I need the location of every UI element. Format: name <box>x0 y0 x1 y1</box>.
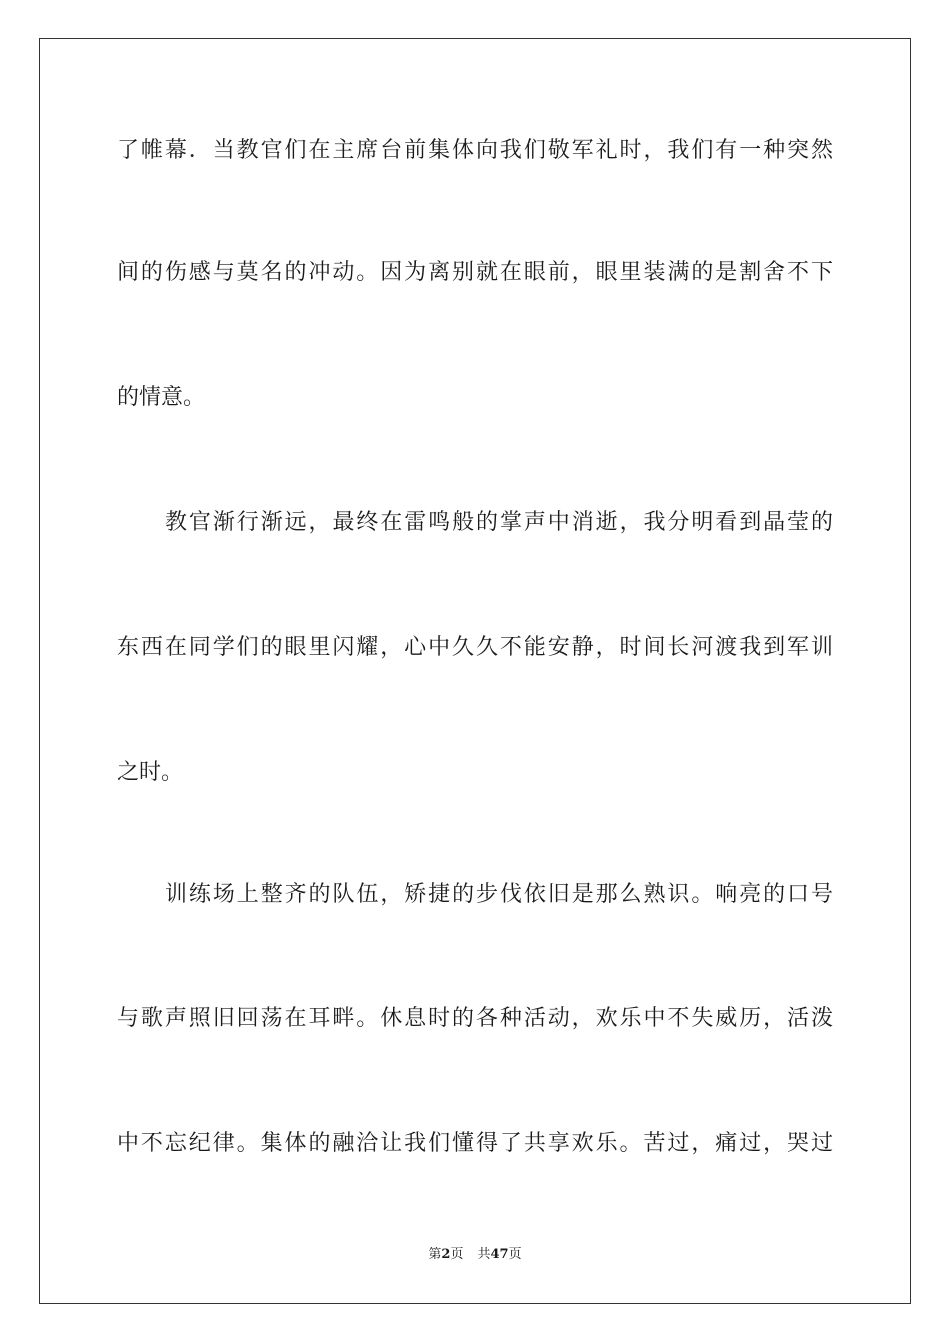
body-line-2: 间的伤感与莫名的冲动。因为离别就在眼前，眼里装满的是割舍不下 <box>117 260 833 285</box>
body-line-1: 了帷幕．当教官们在主席台前集体向我们敬军礼时，我们有一种突然 <box>117 138 833 163</box>
footer-total-prefix: 共 <box>477 1247 491 1262</box>
body-line-7: 训练场上整齐的队伍，矫捷的步伐依旧是那么熟识。响亮的口号 <box>165 882 833 907</box>
footer-total-pages: 47 <box>490 1247 509 1262</box>
body-line-5: 东西在同学们的眼里闪耀，心中久久不能安静，时间长河渡我到军训 <box>117 635 833 660</box>
body-line-8: 与歌声照旧回荡在耳畔。休息时的各种活动，欢乐中不失威历，活泼 <box>117 1006 833 1031</box>
footer-page-prefix: 第 <box>428 1247 442 1262</box>
footer-total-suffix: 页 <box>508 1247 522 1262</box>
body-line-4: 教官渐行渐远，最终在雷鸣般的掌声中消逝，我分明看到晶莹的 <box>165 510 833 535</box>
page-footer <box>0 1246 950 1264</box>
body-line-3: 的情意。 <box>117 385 206 410</box>
footer-page-number: 2 <box>441 1247 451 1262</box>
footer-page-suffix: 页 <box>450 1247 464 1262</box>
body-line-9: 中不忘纪律。集体的融洽让我们懂得了共享欢乐。苦过，痛过，哭过 <box>117 1131 833 1156</box>
body-line-6: 之时。 <box>117 760 184 785</box>
page-frame <box>39 38 911 1304</box>
